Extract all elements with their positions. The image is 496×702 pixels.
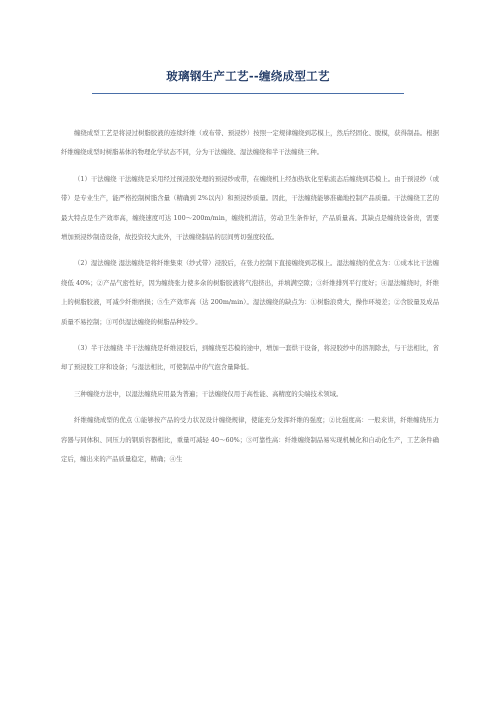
paragraph-intro: 缠绕成型工艺是将浸过树脂胶液的连续纤维（或布带、预浸纱）按照一定规律缠绕到芯模上，然后经固化、脱模，获得制品。根据纤维缠绕成型时树脂基体的物理化学状态不同，分为干法缠绕、湿法缠绕和半干法缠绕三种。 <box>61 129 439 157</box>
paragraph-comparison: 三种缠绕方法中，以湿法缠绕应用最为普遍；干法缠绕仅用于高性能、高精度的尖端技术领域。 <box>74 389 343 398</box>
paragraph-wet-winding: （2）湿法缠绕 湿法缠绕是将纤维集束（纱式带）浸胶后，在张力控制下直接缠绕到芯模上。湿法缠绕的优点为：①成本比干法缠绕低 40%；②产品气密性好，因为缠绕张力使多余的树脂胶液将气泡挤出，并填满空隙；③纤维排列平行度好；④湿法缠绕时，纤维上的树脂胶液，可减少纤维磨损；⑤生产效率高（达 200m/min）。湿法缠绕的缺点为：①树脂浪费大，操作环境差；②含胶量及成品质量不易控制；③可供湿法缠绕的树脂品种较少。 <box>61 259 439 326</box>
document-title: 玻璃钢生产工艺--缠绕成型工艺 <box>166 69 330 83</box>
document-body <box>61 124 439 470</box>
title-divider <box>92 93 404 94</box>
paragraph-advantages: 纤维缠绕成型的优点 ①能够按产品的受力状况设计缠绕规律，使能充分发挥纤维的强度；②比强度高：一般来讲，纤维缠绕压力容器与同体积、同压力的钢质容器相比，重量可减轻 40～60%；③可靠性高：纤维缠绕制品易实现机械化和自动化生产，工艺条件确定后，缠出来的产品质量稳定，精确；④生 <box>61 416 439 464</box>
paragraph-semi-dry-winding: （3）半干法缠绕 半干法缠绕是纤维浸胶后，到缠绕至芯模的途中，增加一套烘干设备，将浸胶纱中的溶剂除去，与干法相比，省却了预浸胶工序和设备；与湿法相比，可使制品中的气泡含量降低。 <box>61 344 439 372</box>
paragraph-dry-winding: （1）干法缠绕 干法缠绕是采用经过预浸胶处理的预浸纱或带，在缠绕机上经加热软化至粘流态后缠绕到芯模上。由于预浸纱（或带）是专业生产，能严格控制树脂含量（精确到 2%以内）和预浸纱质量。因此，干法缠绕能够准确地控制产品质量。干法缠绕工艺的最大特点是生产效率高，缠绕速度可达 100～200m/min，缠绕机清洁，劳动卫生条件好，产品质量高。其缺点是缠绕设备贵，需要增加预浸纱制造设备，故投资较大此外，干法缠绕制品的层间剪切强度较低。 <box>61 174 439 242</box>
